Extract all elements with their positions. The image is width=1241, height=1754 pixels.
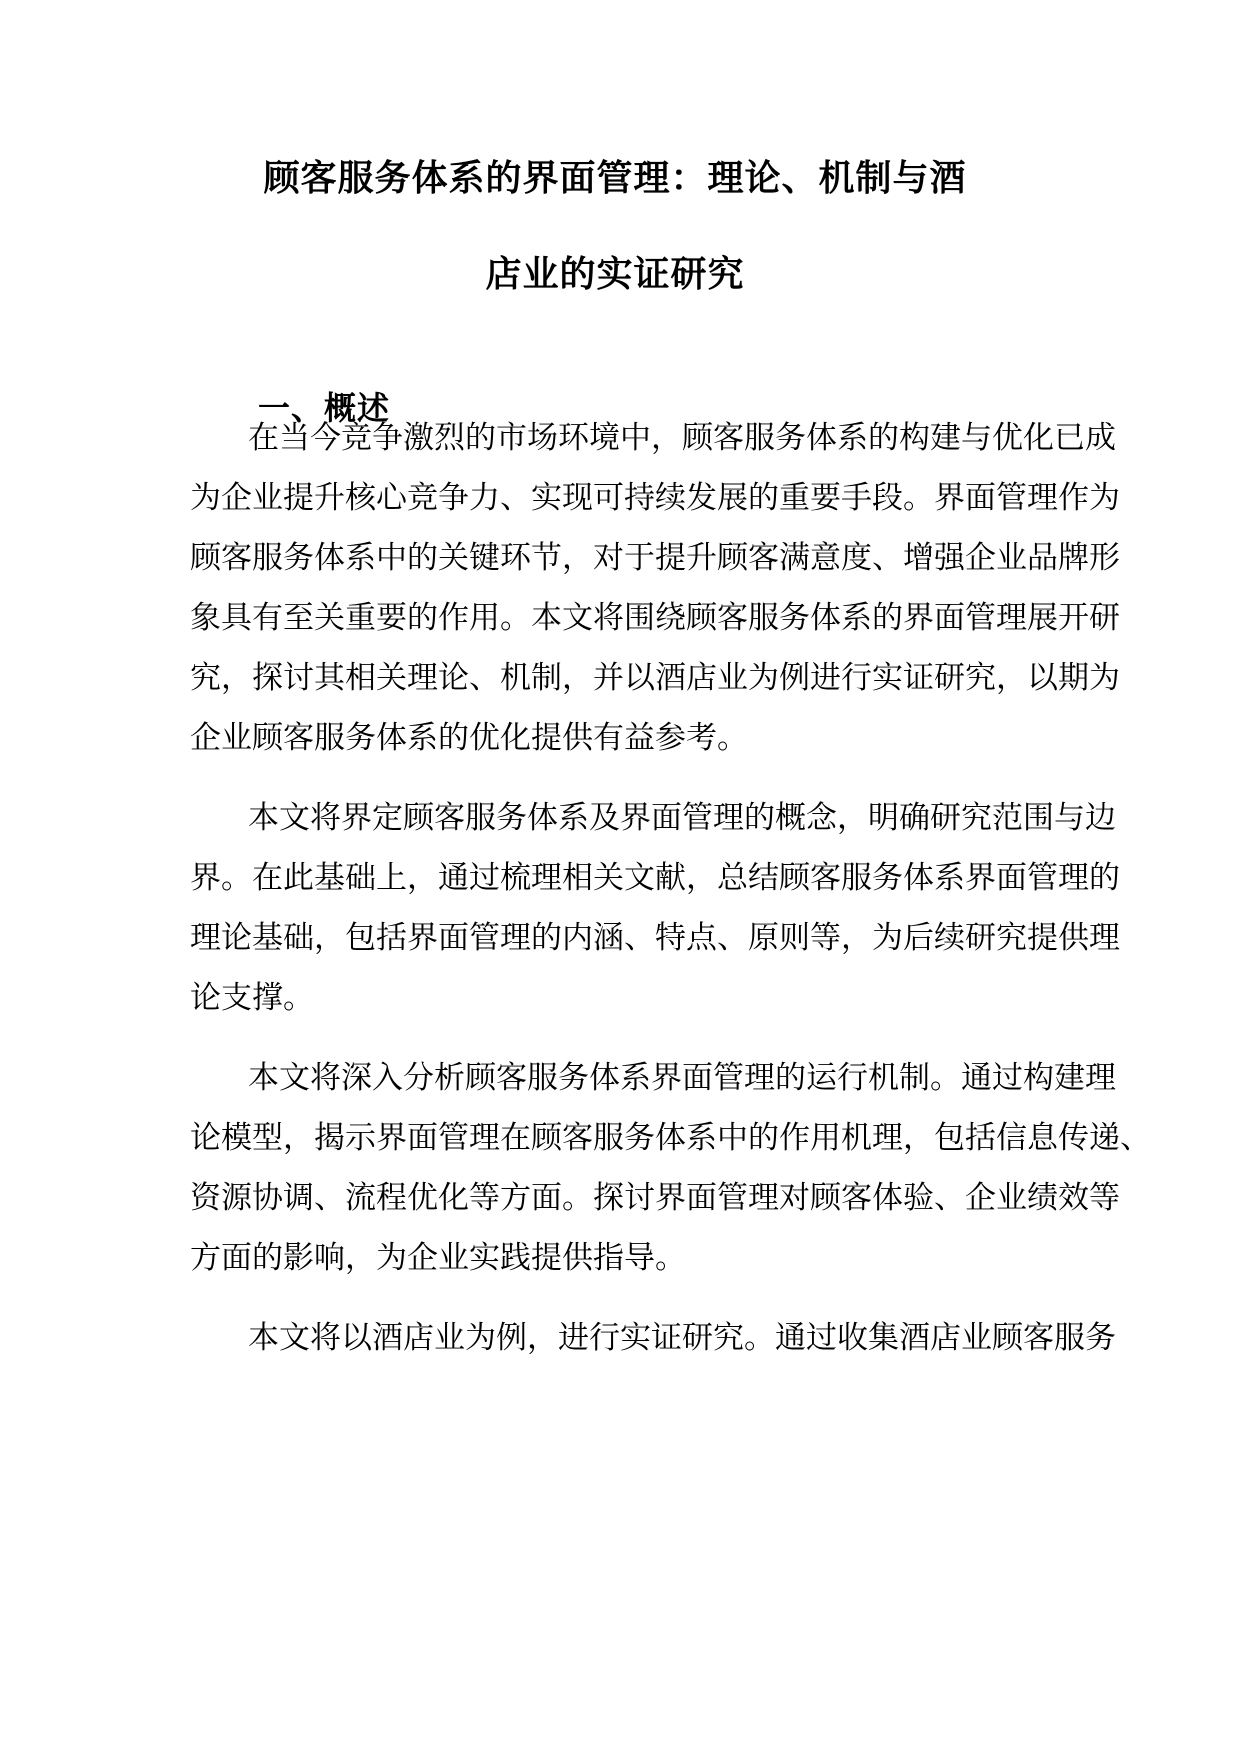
document-title-line-2: 店业的实证研究 [485, 253, 745, 295]
paragraph-line: 论模型，揭示界面管理在顾客服务体系中的作用机理，包括信息传递、 [190, 1120, 1151, 1156]
paragraph-line: 论支撑。 [190, 980, 314, 1016]
paragraph-line: 顾客服务体系中的关键环节，对于提升顾客满意度、增强企业品牌形 [190, 540, 1120, 576]
paragraph-line: 在当今竞争激烈的市场环境中，顾客服务体系的构建与优化已成 [248, 420, 1116, 456]
paragraph-line: 本文将深入分析顾客服务体系界面管理的运行机制。通过构建理 [248, 1060, 1116, 1096]
paragraph-line: 本文将界定顾客服务体系及界面管理的概念，明确研究范围与边 [248, 800, 1116, 836]
paragraph-line: 究，探讨其相关理论、机制，并以酒店业为例进行实证研究，以期为 [190, 660, 1120, 696]
paragraph-line: 方面的影响，为企业实践提供指导。 [190, 1240, 686, 1276]
paragraph-line: 为企业提升核心竞争力、实现可持续发展的重要手段。界面管理作为 [190, 480, 1120, 516]
paragraph-line: 企业顾客服务体系的优化提供有益参考。 [190, 720, 748, 756]
paragraph-line: 象具有至关重要的作用。本文将围绕顾客服务体系的界面管理展开研 [190, 600, 1120, 636]
document-title-line-1: 顾客服务体系的界面管理：理论、机制与酒 [263, 157, 967, 199]
paragraph-line: 本文将以酒店业为例，进行实证研究。通过收集酒店业顾客服务 [248, 1320, 1116, 1356]
paragraph-line: 界。在此基础上，通过梳理相关文献，总结顾客服务体系界面管理的 [190, 860, 1120, 896]
section-heading: 一、概述 [258, 389, 391, 427]
paragraph-line: 资源协调、流程优化等方面。探讨界面管理对顾客体验、企业绩效等 [190, 1180, 1120, 1216]
paragraph-line: 理论基础，包括界面管理的内涵、特点、原则等，为后续研究提供理 [190, 920, 1120, 956]
